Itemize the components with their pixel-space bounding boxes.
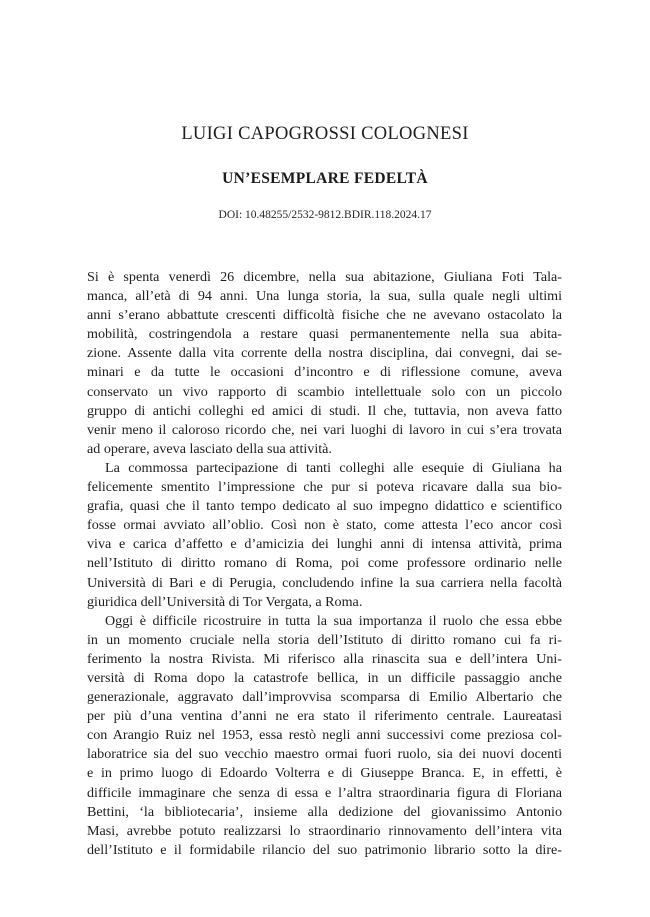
doi-identifier: DOI: 10.48255/2532-9812.BDIR.118.2024.17	[218, 209, 432, 221]
text-line: laboratrice sia del suo vecchio maestro ormai fuori ruolo, sia dei nuovi docenti	[87, 746, 562, 763]
text-line: zione. Assente dalla vita corrente della nostra disciplina, dai convegni, dai se-	[87, 345, 562, 362]
text-line: per più d’una ventina d’anni ne era stato il riferimento centrale. Laureatasi	[87, 708, 562, 725]
text-line: mobilità, costringendola a restare quasi permanentemente nella sua abita-	[87, 326, 562, 343]
text-line: La commossa partecipazione di tanti colleghi alle esequie di Giuliana ha	[105, 459, 562, 476]
text-line: ferimento la nostra Rivista. Mi riferisco alla rinascita sua e dell’intera Uni-	[87, 650, 562, 667]
paragraph-3	[87, 612, 562, 860]
text-line: generazionale, aggravato dall’improvvisa scomparsa di Emilio Albertario che	[87, 689, 562, 706]
text-line: Si è spenta venerdì 26 dicembre, nella sua abitazione, Giuliana Foti Tala-	[87, 269, 562, 285]
text-line: viva e carica d’affetto e d’amicizia dei lunghi anni di intensa attività, prima	[87, 536, 562, 553]
author-name: LUIGI CAPOGROSSI COLOGNESI	[181, 124, 469, 144]
text-line: nell’Istituto di diritto romano di Roma, poi come professore ordinario nelle	[87, 555, 562, 572]
text-line: Università di Bari e di Perugia, concludendo infine la sua carriera nella facoltà	[87, 574, 562, 591]
text-line: dell’Istituto e il formidabile rilancio del suo patrimonio librario sotto la dire-	[87, 841, 562, 858]
paragraph-2	[87, 459, 562, 612]
text-line: conservato un vivo rapporto di scambio intellettuale solo con un piccolo	[87, 383, 562, 400]
text-line: Bettini, ‘la bibliotecaria’, insieme alla dedizione del giovanissimo Antonio	[87, 803, 562, 820]
text-line: anni s’erano abbattute crescenti difficoltà fisiche che ne avevano ostacolato la	[87, 307, 562, 324]
article-body	[87, 268, 562, 860]
text-line: versità di Roma dopo la catastrofe bellica, in un difficile passaggio anche	[87, 669, 562, 686]
article-title: UN’ESEMPLARE FEDELTÀ	[222, 170, 428, 187]
text-line: e in primo luogo di Edoardo Volterra e di Giuseppe Branca. E, in effetti, è	[87, 765, 562, 782]
text-line: con Arangio Ruiz nel 1953, essa restò negli anni successivi come preziosa col-	[87, 727, 562, 744]
text-line: manca, all’età di 94 anni. Una lunga storia, la sua, sulla quale negli ultimi	[87, 288, 562, 305]
text-line: giuridica dell’Università di Tor Vergata, a Roma.	[87, 593, 363, 610]
text-line: gruppo di antichi colleghi ed amici di studi. Il che, tuttavia, non aveva fatto	[87, 402, 562, 419]
text-line: minari e da tutte le occasioni d’incontro e di riflessione comune, aveva	[87, 364, 562, 381]
text-line: fosse ormai avviato all’oblio. Così non è stato, come attesta l’eco ancor così	[87, 517, 562, 534]
text-line: in un momento cruciale nella storia dell’Istituto di diritto romano cui fa ri-	[87, 631, 562, 648]
text-line: grafia, quasi che il tanto tempo dedicato al suo impegno didattico e scientifico	[87, 498, 562, 515]
text-line: venir meno il caloroso ricordo che, nei vari luoghi di lavoro in cui s’era trovata	[87, 421, 562, 438]
text-line: Masi, avrebbe potuto realizzarsi lo straordinario rinnovamento dell’intera vita	[87, 822, 562, 839]
text-line: ad operare, aveva lasciato della sua attività.	[87, 440, 332, 457]
paragraph-1	[87, 268, 562, 459]
text-line: felicemente smentito l’impressione che pur si poteva ricavare dalla sua bio-	[87, 479, 562, 496]
text-line: difficile immaginare che senza di essa e l’altra straordinaria figura di Floriana	[87, 784, 562, 801]
text-line: Oggi è difficile ricostruire in tutta la sua importanza il ruolo che essa ebbe	[105, 612, 562, 629]
